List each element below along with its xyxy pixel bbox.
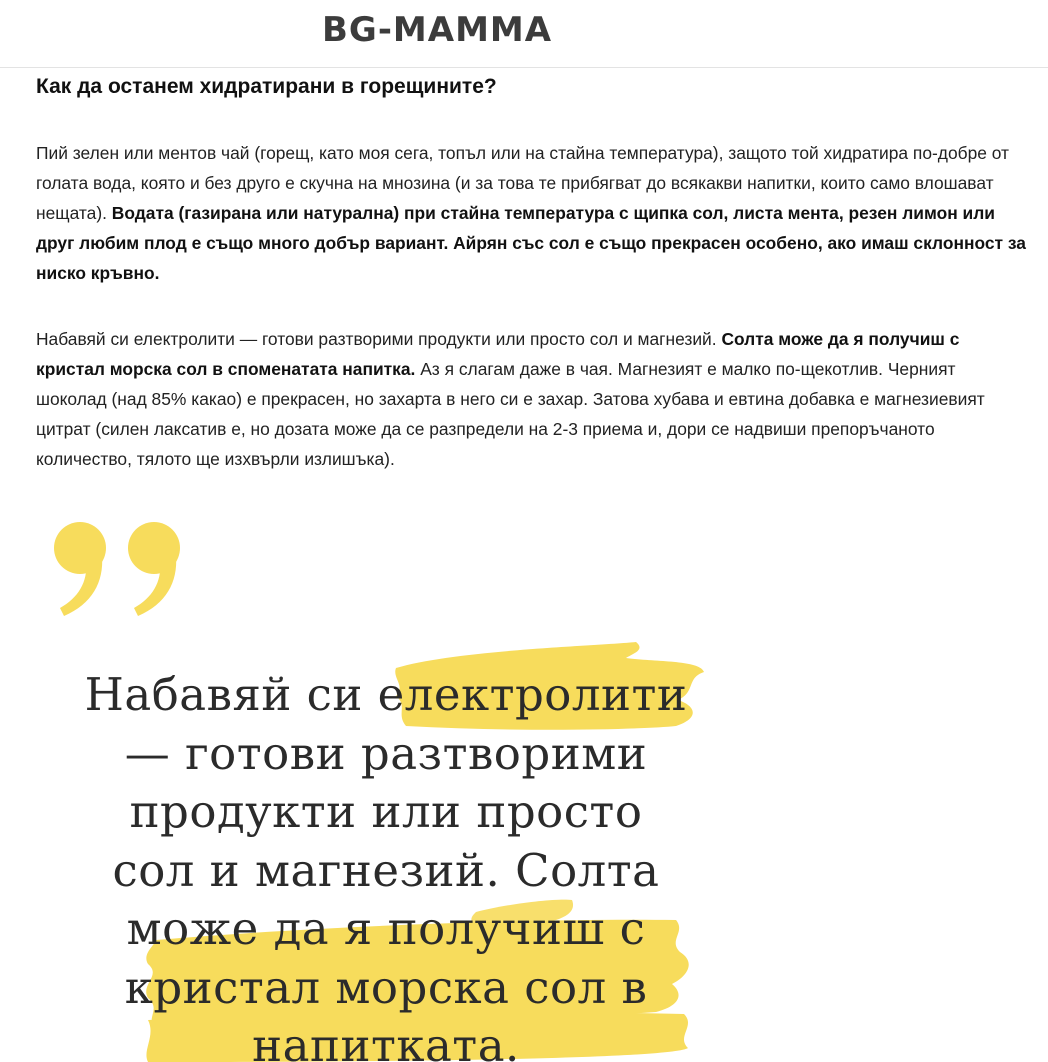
quote-line: продукти или просто	[129, 785, 643, 838]
site-logo[interactable]: BG-MAMMA	[322, 10, 553, 50]
paragraph-hydration	[36, 138, 1026, 288]
article-content	[36, 70, 1026, 474]
paragraph-bold-text: Солта може да я получиш с кристал морска сол в споменатата напитка.	[36, 329, 960, 379]
quote-line: Набавяй си електролити	[84, 668, 688, 721]
paragraph-text: Пий зелен или ментов чай (горещ, като моя сега, топъл или на стайна температура), защото той хидратира по-добре от голата вода, която и без друго е скучна на мнозина (и за това те прибягват до всякакви напитки, които само влошават нещата).	[36, 143, 1010, 223]
quote-line: може да я получиш с	[126, 902, 646, 955]
paragraph-text: Аз я слагам даже в чая. Магнезият е малко по-щекотлив. Черният шоколад (над 85% какао) е прекрасен, но захарта в него си е захар. Затова хубава и евтина добавка е магнезиевият цитрат (силен лаксатив е, но дозата може да се разпредели на 2-3 приема и, дори се надвиши препоръчаното количество, тялото ще изхвърли излишъка).	[36, 359, 985, 469]
article-heading: Как да останем хидратирани в горещините?	[36, 75, 497, 98]
quote-line: — готови разтворими	[124, 726, 648, 780]
quote-line: кристал морска сол в	[124, 960, 648, 1014]
quote-mark-icon	[50, 512, 190, 622]
paragraph-bold-text: Водата (газирана или натурална) при стайна температура с щипка сол, листа мента, резен лимон или друг любим плод е също много добър вариант. Айрян със сол е също прекрасен особено, ако имаш склонност за ниско кръвно.	[36, 203, 1026, 283]
quote-image	[36, 500, 756, 1062]
quote-line: сол и магнезий. Солта	[112, 843, 660, 897]
paragraph-text: Набавяй си електролити — готови разтворими продукти или просто сол и магнезий.	[36, 329, 722, 349]
quote-line: напитката.	[252, 1019, 520, 1062]
quote-text	[36, 666, 736, 1062]
site-header	[0, 0, 1048, 68]
paragraph-electrolytes	[36, 324, 1026, 474]
